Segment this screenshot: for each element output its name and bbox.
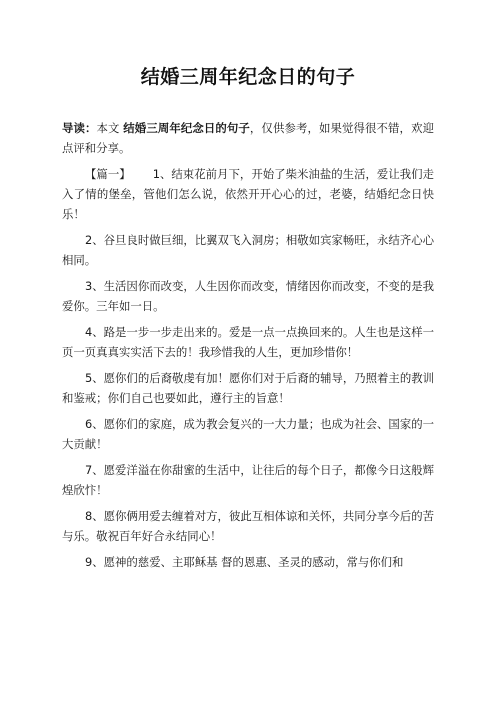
- intro-label: 导读：: [62, 121, 97, 135]
- paragraph-5: 5、愿你们的后裔敬虔有加！愿你们对于后裔的辅导，乃照着主的教训和鉴戒；你们自己也要如此，遵行主的旨意！: [62, 371, 434, 405]
- intro-bold-title: 结婚三周年纪念日的句子: [123, 121, 250, 135]
- paragraph-8: 8、愿你俩用爱去缠着对方，彼此互相体谅和关怀，共同分享今后的苦与乐。敬祝百年好合永结同心！: [62, 509, 434, 543]
- paragraph-2: 2、谷旦良时做巨细，比翼双飞入洞房；相敬如宾家畅旺，永结齐心心相同。: [62, 233, 434, 267]
- intro-rest: ，仅供参考，如果觉得很不错，欢迎点评和分享。: [62, 121, 434, 155]
- paragraph-3: 3、生活因你而改变，人生因你而改变，情绪因你而改变，不变的是我爱你。三年如一日。: [62, 279, 434, 313]
- intro-prefix: 本文: [96, 121, 124, 135]
- document-body: [62, 118, 434, 578]
- paragraph-9: 9、愿神的慈爱、主耶稣基 督的恩惠、圣灵的感动，常与你们和: [85, 555, 404, 569]
- section-label: 【篇一】: [85, 167, 131, 181]
- paragraph-text: 1、结束花前月下，开始了柴米油盐的生活，爱让我们走入了情的堡垒，管他们怎么说，依然开开心心的过，老婆，结婚纪念日快乐！: [62, 167, 434, 221]
- paragraph-6: 6、愿你们的家庭，成为教会复兴的一大力量；也成为社会、国家的一大贡献！: [62, 417, 434, 451]
- page-title: 结婚三周年纪念日的句子: [140, 66, 356, 88]
- paragraph-4: 4、路是一步一步走出来的。爱是一点一点换回来的。人生也是这样一页一页真真实实活下去的！我珍惜我的人生，更加珍惜你！: [62, 325, 434, 359]
- intro-paragraph: [62, 118, 434, 158]
- paragraph-7: 7、愿爱洋溢在你甜蜜的生活中，让往后的每个日子，都像今日这般辉煌欣忭！: [62, 463, 434, 497]
- paragraph-1: [62, 164, 434, 224]
